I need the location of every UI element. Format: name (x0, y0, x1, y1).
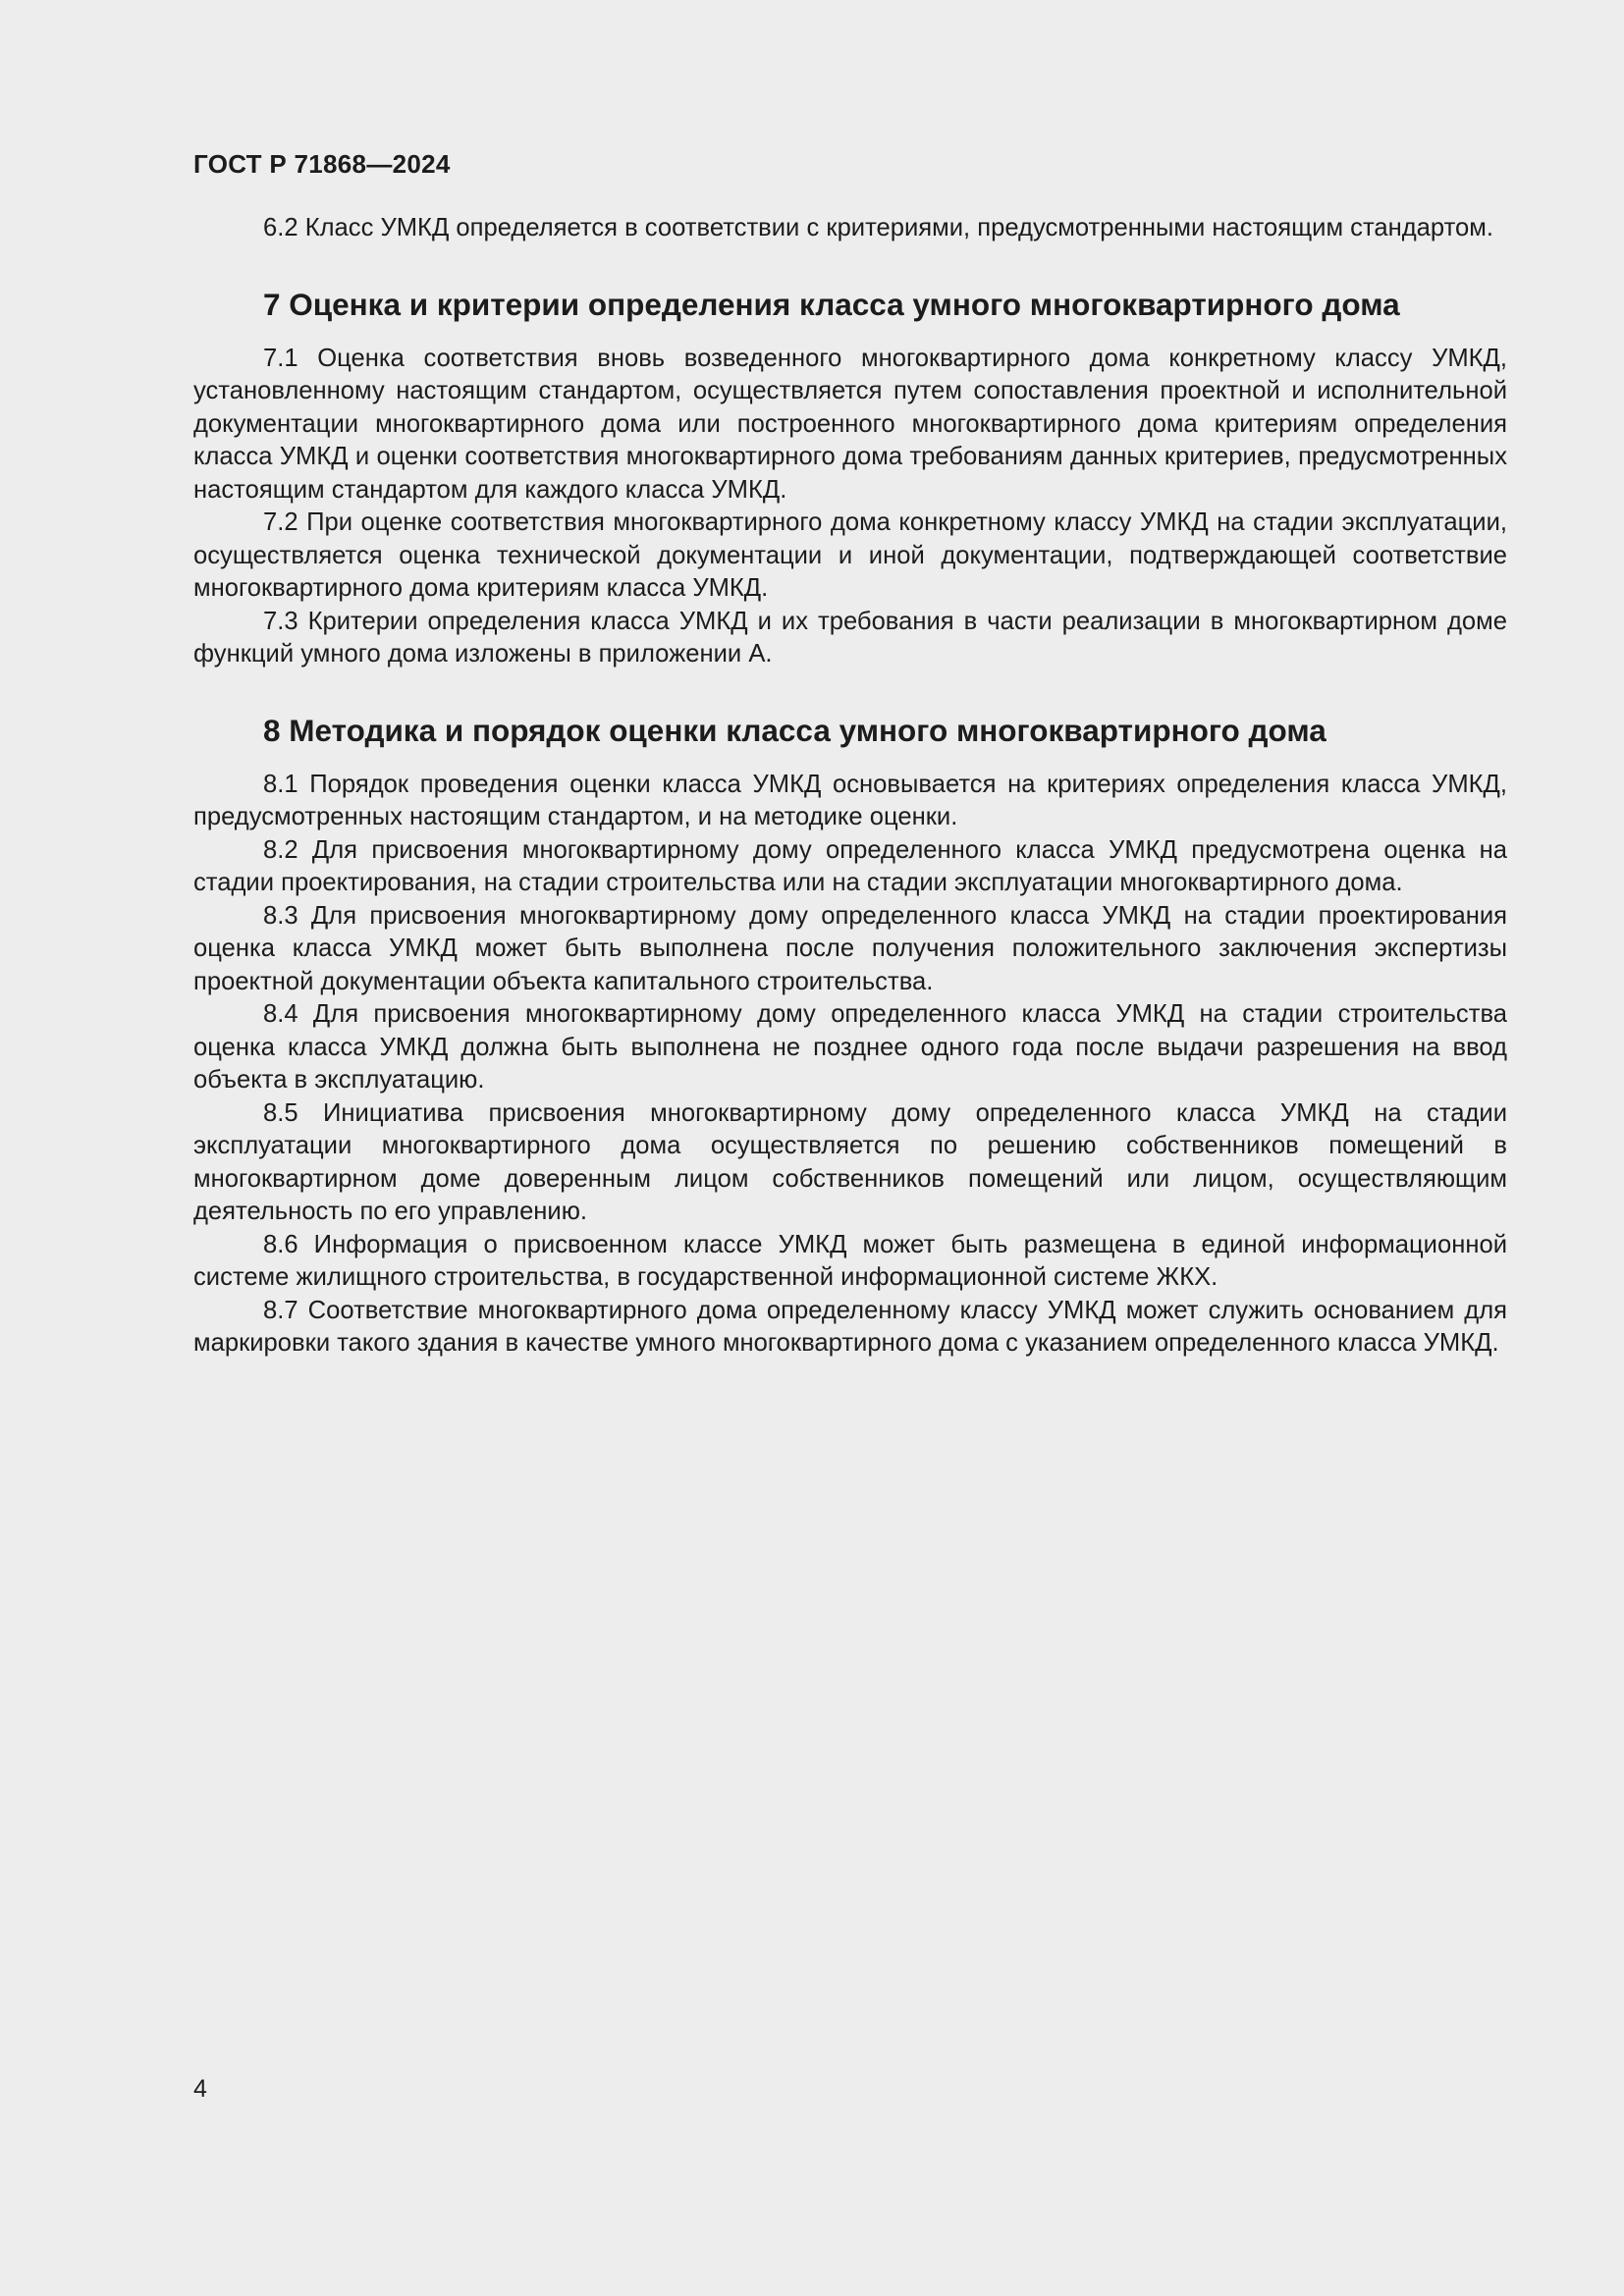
section-8-heading: 8 Методика и порядок оценки класса умного многоквартирного дома (263, 712, 1326, 748)
paragraph-8-2: 8.2 Для присвоения многоквартирному дому определенного класса УМКД предусмотрена оценка на стадии проектирования, на стадии строительства или на стадии эксплуатации многоквартирного дома. (193, 835, 1507, 896)
paragraph-8-3: 8.3 Для присвоения многоквартирному дому определенного класса УМКД на стадии проектирования оценка класса УМКД может быть выполнена после получения положительного заключения экспертизы проектной документации объекта капитального строительства. (193, 901, 1507, 995)
paragraph-8-7: 8.7 Соответствие многоквартирного дома определенному классу УМКД может служить основанием для маркировки такого здания в качестве умного многоквартирного дома с указанием определенного класса УМКД. (193, 1296, 1507, 1357)
document-page (193, 147, 1507, 1361)
document-header: ГОСТ Р 71868—2024 (193, 149, 451, 179)
paragraph-8-6: 8.6 Информация о присвоенном классе УМКД может быть размещена в единой информационной системе жилищного строительства, в государственной информационной системе ЖКХ. (193, 1230, 1507, 1291)
paragraph-8-5: 8.5 Инициатива присвоения многоквартирному дому определенного класса УМКД на стадии эксплуатации многоквартирного дома осуществляется по решению собственников помещений в многоквартирном доме доверенным лицом собственников помещений или лицом, осуществляющим деятельность по его управлению. (193, 1098, 1507, 1225)
page-number: 4 (193, 2075, 207, 2103)
paragraph-7-2: 7.2 При оценке соответствия многоквартирного дома конкретному классу УМКД на стадии эксплуатации, осуществляется оценка технической документации и иной документации, подтверждающей соответствие многоквартирного дома критериям класса УМКД. (193, 508, 1507, 602)
paragraph-7-3: 7.3 Критерии определения класса УМКД и их требования в части реализации в многоквартирном доме функций умного дома изложены в приложении А. (193, 607, 1507, 667)
paragraph-8-4: 8.4 Для присвоения многоквартирному дому определенного класса УМКД на стадии строительства оценка класса УМКД должна быть выполнена не позднее одного года после выдачи разрешения на ввод объекта в эксплуатацию. (193, 1000, 1507, 1094)
paragraph-7-1: 7.1 Оценка соответствия вновь возведенного многоквартирного дома конкретному классу УМКД, установленному настоящим стандартом, осуществляется путем сопоставления проектной и исполнительной документации многоквартирного дома или построенного многоквартирного дома критериям определения класса УМКД и оценки соответствия многоквартирного дома требованиям данных критериев, предусмотренных настоящим стандартом для каждого класса УМКД. (193, 344, 1507, 504)
paragraph-8-1: 8.1 Порядок проведения оценки класса УМКД основывается на критериях определения класса УМКД, предусмотренных настоящим стандартом, и на методике оценки. (193, 770, 1507, 830)
paragraph-6-2: 6.2 Класс УМКД определяется в соответствии с критериями, предусмотренными настоящим стандартом. (263, 214, 1493, 241)
section-7-heading: 7 Оценка и критерии определения класса умного многоквартирного дома (263, 286, 1400, 322)
